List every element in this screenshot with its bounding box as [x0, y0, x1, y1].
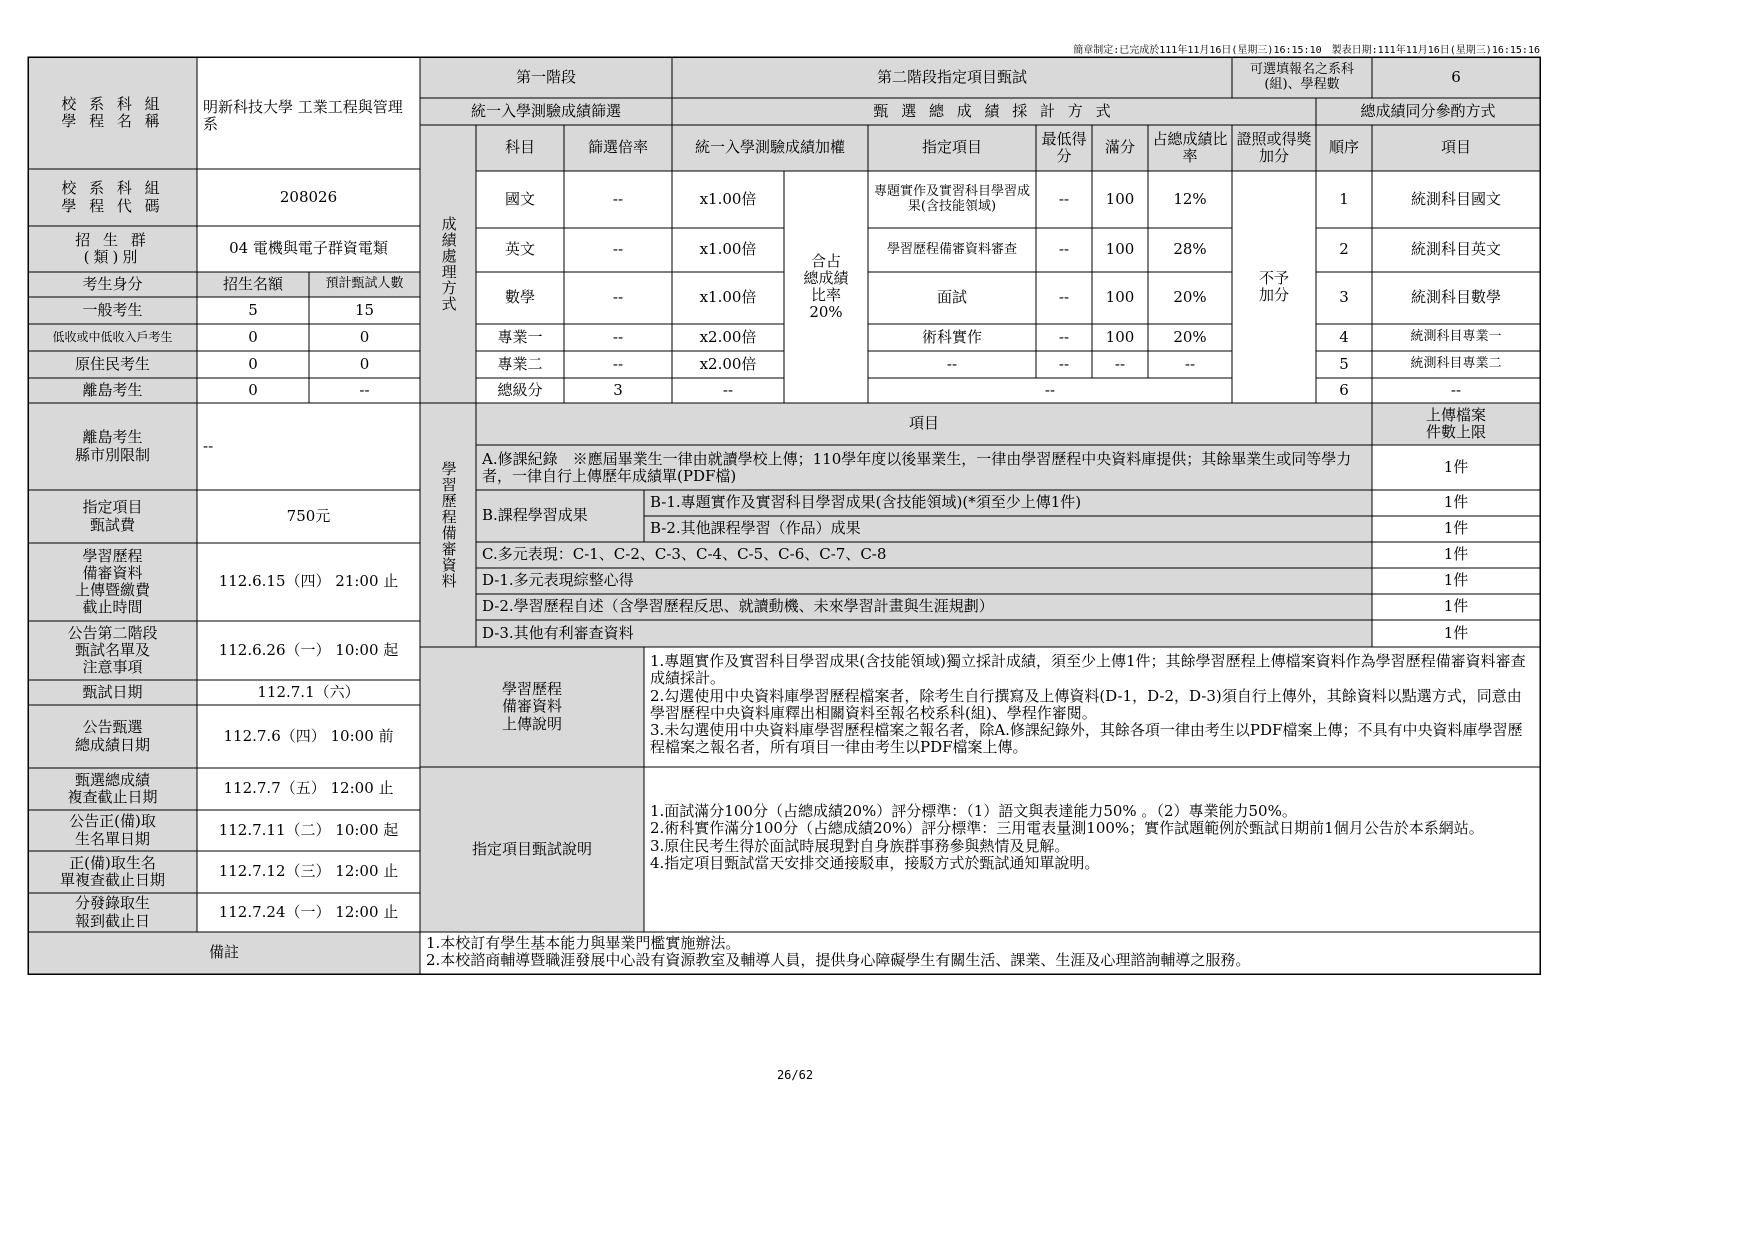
- subject-cell: 專業一: [497, 327, 543, 346]
- order-cell: 3: [1339, 288, 1349, 307]
- tie-item-header: 項目: [1372, 125, 1540, 171]
- register-deadline-value: 112.7.24（一） 12:00 止: [218, 902, 399, 921]
- group-value: 04 電機與電子群資電類: [229, 239, 388, 258]
- full-cell: 100: [1105, 240, 1135, 259]
- pct-cell: 20%: [1173, 288, 1207, 307]
- quota-header: 招生名額: [197, 272, 309, 297]
- announce-stage2-label: 公告第二階段 甄試名單及 注意事項: [28, 621, 197, 680]
- quota-row-label: 一般考生: [28, 297, 197, 324]
- upload-note-text: 1.專題實作及實習科目學習成果(含技能領域)獨立採計成績，須至少上傳1件；其餘學習歷程上傳檔案資料作為學習歷程備審資料審查成績採計。 2.勾選使用中央資料庫學習歷程檔案者，除考生自行撰寫及上傳資料(D-1，D-2，D-3)須自行上傳外，其餘資料以點選方式，同意由學習歷程中央資料庫釋出相關資料至報名校系科(組)、學程作審閱。 3.未勾選使用中央資料庫學習歷程檔案之報名者，除A.修課紀錄外，其餘各項一律由考生以PDF檔案上傳；不具有中央資料庫學習歷程檔案之報名者，所有項目一律由考生以PDF檔案上傳。: [650, 652, 1526, 757]
- item-cell: 學習歷程備審資料審查: [886, 241, 1017, 257]
- total-announce-label: 公告甄選 總成績日期: [28, 705, 197, 768]
- min-cell: --: [1058, 327, 1070, 346]
- expected-value: 0: [359, 354, 370, 373]
- portfolio-item-a: A.修課紀錄 ※應屆畢業生一律由就讀學校上傳；110學年度以後畢業生，一律由學習歷程中央資料庫提供；其餘畢業生或同等學力者，一律自行上傳歷年成績單(PDF檔): [476, 445, 1372, 490]
- min-cell: --: [1058, 240, 1070, 259]
- upload-deadline-label: 學習歷程 備審資料 上傳暨繳費 截止時間: [28, 543, 197, 621]
- item-cell: 專題實作及實習科目學習成果(含技能領域): [873, 183, 1030, 214]
- min-header: 最低得分: [1036, 125, 1092, 171]
- portfolio-item-c: C.多元表現：C-1、C-2、C-3、C-4、C-5、C-6、C-7、C-8: [476, 542, 1372, 568]
- portfolio-limit: 1件: [1443, 571, 1469, 590]
- portfolio-limit: 1件: [1443, 519, 1469, 538]
- total-rest: --: [1044, 380, 1056, 399]
- bonus-header: 證照或得獎加分: [1232, 125, 1316, 171]
- quota-value: 0: [248, 327, 258, 346]
- quota-value: 0: [248, 354, 258, 373]
- stage2-subtitle: 甄 選 總 成 績 採 計 方 式: [672, 98, 1316, 125]
- remarks-label: 備註: [28, 932, 420, 974]
- weight-cell: x1.00倍: [699, 288, 757, 307]
- exam-note-label: 指定項目甄試說明: [420, 767, 644, 932]
- review-deadline-value: 112.7.7（五） 12:00 止: [223, 779, 394, 798]
- portfolio-limit: 1件: [1443, 457, 1469, 476]
- ratio-cell: --: [612, 240, 624, 259]
- tie-item-cell: 統測科目數學: [1410, 288, 1501, 307]
- min-cell: --: [1058, 288, 1070, 307]
- ratio-cell: --: [612, 288, 624, 307]
- upload-deadline-value: 112.6.15（四） 21:00 止: [218, 572, 399, 591]
- page-number: 26/62: [776, 1068, 814, 1082]
- quota-row-label: 離島考生: [28, 378, 197, 403]
- full-cell: 100: [1105, 327, 1135, 346]
- fee-value: 750元: [286, 506, 331, 525]
- weight-cell: x1.00倍: [699, 189, 757, 208]
- exam-note-text: 1.面試滿分100分（占總成績20%）評分標準：（1）語文與表達能力50% 。（2）專業能力50%。 2.術科實作滿分100分（占總成績20%）評分標準：三用電表量測100%；實作試題範例於甄試日期前1個月公告於本系網站。 3.原住民考生得於面試時展現對自身族群事務參與熱情及見解。 4.指定項目甄試當天安排交通接駁車，接駁方式於甄試通知單說明。: [650, 802, 1484, 872]
- pct-cell: 12%: [1173, 189, 1207, 208]
- weight-cell: x2.00倍: [699, 354, 757, 373]
- order-cell: 2: [1339, 240, 1349, 259]
- group-label: 招 生 群 (類)別: [28, 226, 197, 272]
- pct-cell: 28%: [1173, 240, 1207, 259]
- weight-header: 統一入學測驗成績加權: [672, 125, 868, 171]
- review-deadline-label: 甄選總成績 複查截止日期: [28, 768, 197, 810]
- bonus-cell: 不予 加分: [1258, 268, 1289, 304]
- print-stamp: 簡章制定:已完成於111年11月16日(星期三)16:15:10 製表日期:111年11月16日(星期三)16:15:16: [1073, 45, 1540, 56]
- quota-value: 5: [248, 300, 258, 319]
- island-value: --: [203, 436, 214, 455]
- ratio-header: 篩選倍率: [564, 125, 672, 171]
- ratio-cell: --: [612, 327, 624, 346]
- order-cell: 1: [1339, 189, 1349, 208]
- order-cell: 6: [1339, 380, 1349, 399]
- tie-item-cell: 統測科目國文: [1410, 189, 1501, 208]
- school-name-value: 明新科技大學 工業工程與管理系: [203, 98, 403, 134]
- subject-cell: 英文: [504, 240, 535, 259]
- portfolio-limit: 1件: [1443, 545, 1469, 564]
- tie-item-cell: 統測科目專業二: [1410, 356, 1502, 372]
- full-cell: --: [1114, 354, 1126, 373]
- item-cell: 面試: [936, 288, 967, 307]
- stage1-title: 第一階段: [420, 57, 672, 98]
- portfolio-item-d2: D-2.學習歷程自述（含學習歷程反思、就讀動機、未來學習計畫與生涯規劃）: [476, 594, 1372, 620]
- order-cell: 5: [1339, 354, 1349, 373]
- item-header: 指定項目: [868, 125, 1036, 171]
- weight-cell: x1.00倍: [699, 240, 757, 259]
- min-cell: --: [1058, 189, 1070, 208]
- portfolio-limit: 1件: [1443, 623, 1469, 642]
- subject-cell: 國文: [504, 189, 535, 208]
- portfolio-item-d3: D-3.其他有利審查資料: [476, 620, 1372, 647]
- options-value: 6: [1372, 57, 1540, 98]
- fee-label: 指定項目 甄試費: [28, 490, 197, 543]
- tie-item-cell: 統測科目英文: [1410, 240, 1501, 259]
- school-code-label: 校 系 科 組 學 程 代 碼: [28, 169, 197, 226]
- tie-item-cell: --: [1450, 380, 1462, 399]
- admit-review-value: 112.7.12（三） 12:00 止: [218, 862, 399, 881]
- portfolio-item-b2: B-2.其他課程學習（作品）成果: [644, 516, 1372, 542]
- stage2-title: 第二階段指定項目甄試: [672, 57, 1232, 98]
- admit-review-label: 正(備)取生名 單複查截止日期: [28, 851, 197, 893]
- total-label: 總級分: [497, 380, 543, 399]
- portfolio-item-b1: B-1.專題實作及實習科目學習成果(含技能領域)(*須至少上傳1件): [644, 490, 1372, 516]
- tie-item-cell: 統測科目專業一: [1410, 329, 1502, 345]
- school-name-label: 校 系 科 組 學 程 名 稱: [28, 57, 197, 169]
- combined-ratio-cell: 合占 總成績 比率 20%: [803, 251, 849, 322]
- identity-header: 考生身分: [28, 272, 197, 297]
- portfolio-item-header: 項目: [476, 403, 1372, 445]
- full-cell: 100: [1105, 288, 1135, 307]
- order-cell: 4: [1339, 327, 1349, 346]
- item-cell: 術科實作: [921, 327, 982, 346]
- pct-cell: --: [1184, 354, 1196, 373]
- score-method-label: 成績處理方式: [420, 125, 476, 403]
- portfolio-limit-header: 上傳檔案 件數上限: [1372, 403, 1540, 445]
- weight-cell: x2.00倍: [699, 327, 757, 346]
- island-label: 離島考生 縣市別限制: [28, 403, 197, 490]
- total-ratio: 3: [613, 380, 623, 399]
- exam-date-label: 甄試日期: [28, 680, 197, 705]
- admit-list-label: 公告正(備)取 生名單日期: [28, 810, 197, 851]
- portfolio-label: 學習歷程備審資料: [420, 403, 476, 647]
- portfolio-limit: 1件: [1443, 597, 1469, 616]
- expected-header: 預計甄試人數: [309, 272, 420, 297]
- subject-cell: 數學: [504, 288, 535, 307]
- full-cell: 100: [1105, 189, 1135, 208]
- ratio-cell: --: [612, 189, 624, 208]
- portfolio-item-d1: D-1.多元表現綜整心得: [476, 568, 1372, 594]
- expected-value: 0: [359, 327, 370, 346]
- order-header: 順序: [1316, 125, 1372, 171]
- total-announce-value: 112.7.6（四） 10:00 前: [223, 726, 394, 745]
- options-label: 可選填報名之系科(組)、學程數: [1232, 57, 1372, 98]
- quota-value: 0: [248, 380, 258, 399]
- pct-header: 占總成績比率: [1148, 125, 1232, 171]
- remarks-text: 1.本校訂有學生基本能力與畢業門檻實施辦法。 2.本校諮商輔導暨職涯發展中心設有資源教室及輔導人員，提供身心障礙學生有關生活、課業、生涯及心理諮詢輔導之服務。: [426, 934, 1251, 970]
- subject-cell: 專業二: [497, 354, 543, 373]
- admit-list-value: 112.7.11（二） 10:00 起: [218, 820, 399, 839]
- subject-header: 科目: [476, 125, 564, 171]
- full-header: 滿分: [1092, 125, 1148, 171]
- item-cell: --: [946, 354, 958, 373]
- ratio-cell: --: [612, 354, 624, 373]
- register-deadline-label: 分發錄取生 報到截止日: [28, 893, 197, 932]
- expected-value: 15: [354, 300, 375, 319]
- portfolio-limit: 1件: [1443, 493, 1469, 512]
- quota-row-label: 低收或中低收入戶考生: [28, 324, 197, 351]
- stage1-subtitle: 統一入學測驗成績篩選: [420, 98, 672, 125]
- school-code-value: 208026: [279, 187, 338, 206]
- announce-stage2-value: 112.6.26（一） 10:00 起: [218, 640, 399, 659]
- quota-row-label: 原住民考生: [28, 351, 197, 378]
- pct-cell: 20%: [1173, 327, 1207, 346]
- total-weight: --: [722, 380, 734, 399]
- min-cell: --: [1058, 354, 1070, 373]
- expected-value: --: [359, 380, 370, 399]
- exam-date-value: 112.7.1（六）: [257, 682, 360, 701]
- tie-title: 總成績同分參酌方式: [1316, 98, 1540, 125]
- portfolio-item-b: B.課程學習成果: [476, 490, 644, 542]
- upload-note-label: 學習歷程 備審資料 上傳說明: [420, 647, 644, 767]
